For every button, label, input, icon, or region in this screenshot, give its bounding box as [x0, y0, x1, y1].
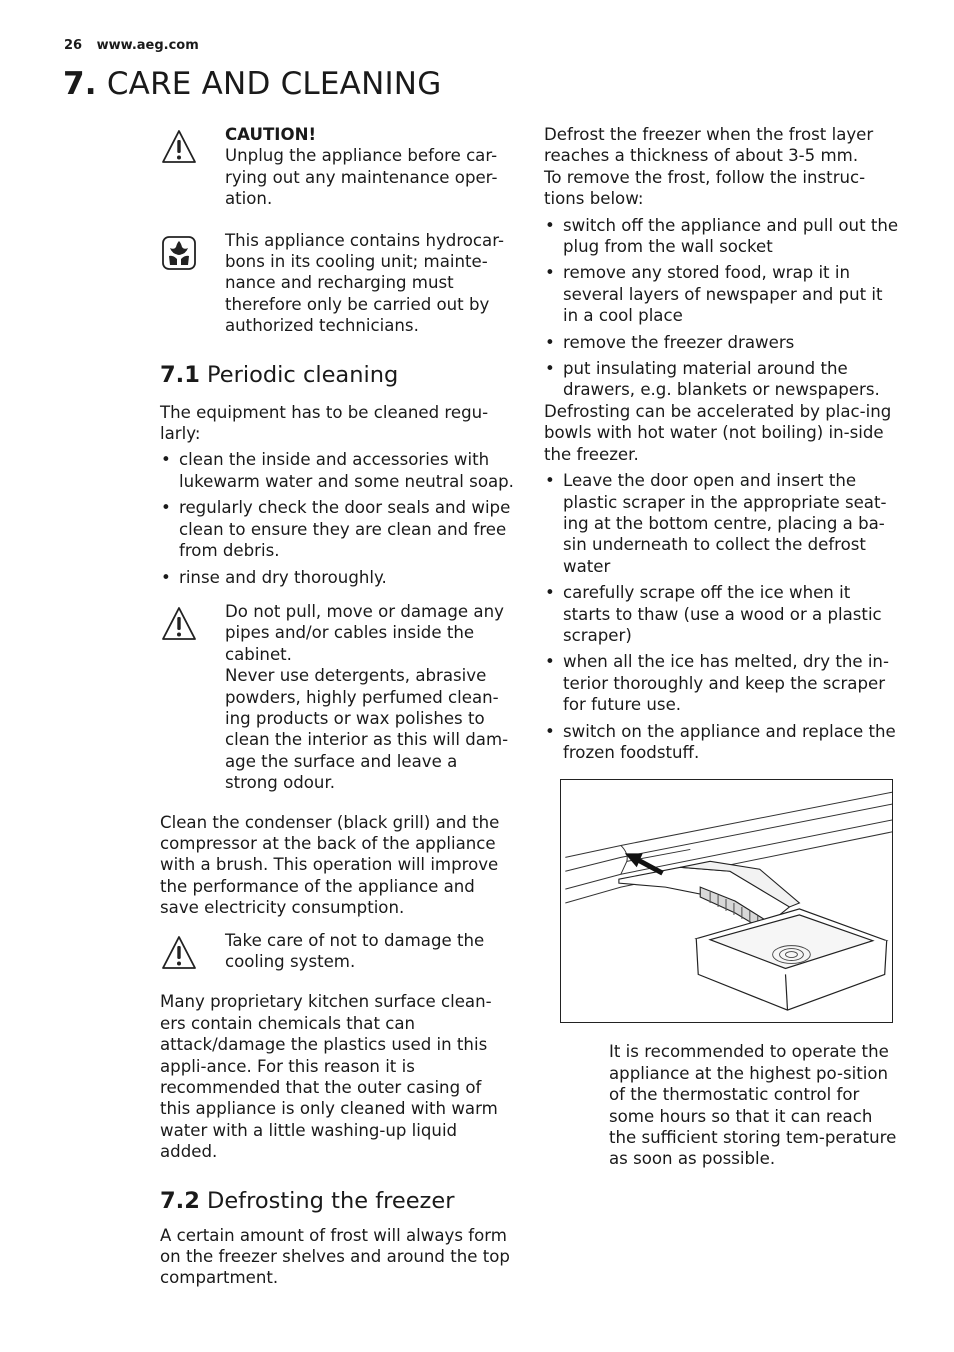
- defrost-prep-list: [544, 215, 899, 401]
- defrost-scraper-illustration: [560, 779, 893, 1023]
- warning-triangle-icon: [160, 128, 198, 166]
- list-item: • carefully scrape off the ice when it starts to thaw (use a wood or a plastic scraper): [544, 582, 899, 646]
- warning-triangle-icon: [160, 605, 198, 643]
- website-link[interactable]: www.aeg.com: [96, 38, 199, 53]
- list-item: • Leave the door open and insert the plastic scraper in the appropriate seat-ing at the bottom centre, placing a ba-sin underneath to collect the defrost water: [544, 470, 899, 577]
- left-column: [160, 124, 515, 1289]
- right-column: [544, 124, 899, 1170]
- heading-text: Periodic cleaning: [207, 361, 399, 388]
- list-item: • when all the ice has melted, dry the in-terior thoroughly and keep the scraper for future use.: [544, 651, 899, 715]
- list-item: • clean the inside and accessories with lukewarm water and some neutral soap.: [160, 449, 515, 492]
- chemicals-text: Many proprietary kitchen surface clean-ers contain chemicals that can attack/damage the plastics used in this appli-ance. For this reason it is recommended that the outer casing of this appliance is only cleaned with warm water with a little washing-up liquid added.: [160, 992, 498, 1162]
- section-number: 7.: [63, 66, 97, 102]
- heading-defrosting-freezer: [160, 1187, 515, 1215]
- caution-title: CAUTION!: [225, 125, 317, 144]
- cooling-system-warning-text: Take care of not to damage the cooling system.: [225, 930, 485, 971]
- defrost-steps-list: [544, 470, 899, 763]
- heading-text: Defrosting the freezer: [207, 1187, 455, 1214]
- scraper-drawing: [561, 780, 892, 1022]
- heading-number: 7.1: [160, 361, 200, 388]
- periodic-intro: The equipment has to be cleaned regu-larly:: [160, 402, 489, 444]
- hydrocarbon-block: [160, 230, 515, 337]
- condenser-text: Clean the condenser (black grill) and the compressor at the back of the appliance with a brush. This operation will improve the performance of the appliance and save electricity consumption.: [160, 812, 500, 918]
- page-header: [64, 38, 199, 53]
- cooling-system-warning-block: [160, 930, 515, 973]
- defrost-intro-2: To remove the frost, follow the instruc-tions below:: [544, 167, 866, 209]
- list-item: • switch on the appliance and replace the frozen foodstuff.: [544, 721, 899, 764]
- list-item: • switch off the appliance and pull out the plug from the wall socket: [544, 215, 899, 258]
- heading-periodic-cleaning: [160, 361, 515, 389]
- pipes-warning-block: [160, 601, 515, 794]
- warning-triangle-icon: [160, 934, 198, 972]
- list-item: • regularly check the door seals and wipe clean to ensure they are clean and free from debris.: [160, 497, 515, 561]
- thermostat-note: It is recommended to operate the appliance at the highest po-sition of the thermostatic control for some hours so that it can reach the sufficient storing tem-perature as soon as possible.: [609, 1042, 897, 1169]
- caution-block: [160, 124, 515, 210]
- flammable-gas-icon: [160, 234, 198, 272]
- section-title: [63, 66, 441, 102]
- page-number: 26: [64, 38, 83, 53]
- frost-text: A certain amount of frost will always form on the freezer shelves and around the top compartment.: [160, 1225, 510, 1288]
- defrost-intro: Defrost the freezer when the frost layer reaches a thickness of about 3-5 mm.: [544, 125, 874, 166]
- list-item: • put insulating material around the drawers, e.g. blankets or newspapers.: [544, 358, 899, 401]
- caution-text: Unplug the appliance before car-rying out any maintenance oper-ation.: [225, 146, 498, 209]
- detergents-warning-text: Never use detergents, abrasive powders, highly perfumed clean-ing products or wax polishes to clean the interior as this will dam-age the surface and leave a strong odour.: [225, 666, 509, 793]
- hydrocarbon-text: This appliance contains hydrocar-bons in its cooling unit; mainte-nance and recharging must therefore only be carried out by authorized technicians.: [225, 230, 504, 336]
- accelerate-text: Defrosting can be accelerated by plac-ing bowls with hot water (not boiling) in-side the freezer.: [544, 401, 892, 464]
- pipes-warning-text: Do not pull, move or damage any pipes and/or cables inside the cabinet.: [225, 601, 504, 664]
- list-item: • remove the freezer drawers: [544, 332, 899, 353]
- list-item: • remove any stored food, wrap it in several layers of newspaper and put it in a cool place: [544, 262, 899, 326]
- list-item: • rinse and dry thoroughly.: [160, 567, 515, 588]
- section-title-text: CARE AND CLEANING: [106, 66, 442, 102]
- periodic-cleaning-list: [160, 449, 515, 587]
- heading-number: 7.2: [160, 1187, 200, 1214]
